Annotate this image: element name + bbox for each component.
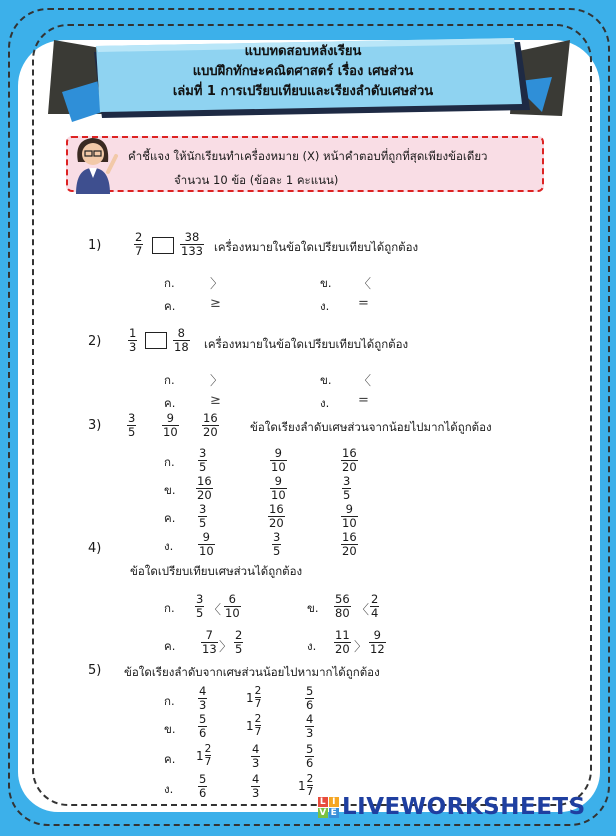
q4-option-d-label[interactable]: ง. (307, 639, 317, 653)
q5-option-c-label[interactable]: ค. (164, 752, 176, 766)
q4-number: 4) (88, 541, 102, 556)
q3-option-d-label[interactable]: ง. (164, 539, 174, 553)
q1-option-a-label[interactable]: ก. (164, 276, 175, 290)
q3-option-c-fraction-3: $\frac{9}{10}$ (342, 502, 357, 530)
q2-option-d-label[interactable]: ง. (320, 396, 330, 410)
q5-question-text: ข้อใดเรียงลำดับจากเศษส่วนน้อยไปหามากได้ถูกต้อง (124, 665, 380, 679)
q4-option-d-fraction-2: $\frac{9}{12}$ (370, 628, 385, 656)
q3-option-a-fraction-2: $\frac{9}{10}$ (271, 446, 286, 474)
q4-option-b-label[interactable]: ข. (307, 601, 319, 615)
q1-option-c-symbol: ≥ (210, 296, 221, 311)
liveworksheets-logo-tiles: L I V E (319, 796, 338, 818)
q3-option-d-fraction-3: $\frac{16}{20}$ (342, 530, 357, 558)
liveworksheets-logo[interactable] (318, 794, 586, 820)
q5-option-a-label[interactable]: ก. (164, 694, 175, 708)
q5-option-d-label[interactable]: ง. (164, 782, 174, 796)
q1-answer-box[interactable] (152, 237, 174, 254)
q2-option-a-symbol: 〉 (210, 374, 224, 389)
q1-fraction-1: $\frac{2}{7}$ (135, 230, 143, 258)
header-line-1: แบบทดสอบหลังเรียน (244, 44, 362, 59)
teacher-illustration (68, 132, 122, 194)
q4-option-d-symbol: 〉 (354, 640, 368, 655)
q5-number: 5) (88, 663, 102, 678)
q4-option-b-fraction-1: $\frac{56}{80}$ (335, 592, 350, 620)
q1-option-b-symbol: 〈 (358, 277, 372, 292)
instruction-line-2: จำนวน 10 ข้อ (ข้อละ 1 คะแนน) (174, 173, 339, 187)
q3-option-c-fraction-1: $\frac{3}{5}$ (199, 502, 207, 530)
q1-option-d-label[interactable]: ง. (320, 299, 330, 313)
q5-option-b-label[interactable]: ข. (164, 722, 176, 736)
q3-option-d-fraction-1: $\frac{9}{10}$ (199, 530, 214, 558)
q4-option-a-fraction-1: $\frac{3}{5}$ (196, 592, 204, 620)
q2-option-b-label[interactable]: ข. (320, 373, 332, 387)
instruction-box (66, 136, 544, 192)
q3-option-a-fraction-1: $\frac{3}{5}$ (199, 446, 207, 474)
q2-question-text: เครื่องหมายในข้อใดเปรียบเทียบได้ถูกต้อง (204, 337, 409, 351)
q3-fraction-1: $\frac{3}{5}$ (128, 411, 136, 439)
q2-option-c-symbol: ≥ (210, 393, 221, 408)
q3-option-c-fraction-2: $\frac{16}{20}$ (269, 502, 284, 530)
q3-option-b-label[interactable]: ข. (164, 483, 176, 497)
q4-option-d-fraction-1: $\frac{11}{20}$ (335, 628, 350, 656)
q3-option-a-fraction-3: $\frac{16}{20}$ (342, 446, 357, 474)
q5-option-a-fraction-1: $\frac{4}{3}$ (199, 684, 207, 712)
q4-option-a-label[interactable]: ก. (164, 601, 175, 615)
q4-option-c-fraction-2: $\frac{2}{5}$ (235, 628, 243, 656)
q3-option-c-label[interactable]: ค. (164, 511, 176, 525)
q3-question-text: ข้อใดเรียงลำดับเศษส่วนจากน้อยไปมากได้ถูกต้อง (250, 420, 492, 434)
q2-fraction-1: $\frac{1}{3}$ (129, 326, 137, 354)
q5-option-b-fraction-1: $\frac{5}{6}$ (199, 712, 207, 740)
q1-option-b-label[interactable]: ข. (320, 276, 332, 290)
q3-option-a-label[interactable]: ก. (164, 455, 175, 469)
q5-option-d-fraction-1: $\frac{5}{6}$ (199, 772, 207, 800)
q2-option-b-symbol: 〈 (358, 374, 372, 389)
q4-option-c-symbol: 〉 (219, 640, 233, 655)
q2-number: 2) (88, 334, 102, 349)
q3-fraction-2: $\frac{9}{10}$ (163, 411, 178, 439)
q3-option-b-fraction-1: $\frac{16}{20}$ (197, 474, 212, 502)
q4-option-b-symbol: 〈 (356, 603, 370, 618)
instruction-line-1: คำชี้แจง ให้นักเรียนทำเครื่องหมาย (X) หน้าคำตอบที่ถูกที่สุดเพียงข้อเดียว (128, 149, 488, 163)
liveworksheets-logo-text: LIVEWORKSHEETS (342, 794, 586, 820)
q4-option-c-label[interactable]: ค. (164, 639, 176, 653)
q4-option-b-fraction-2: $\frac{2}{4}$ (371, 592, 379, 620)
q1-question-text: เครื่องหมายในข้อใดเปรียบเทียบได้ถูกต้อง (214, 240, 419, 254)
q5-option-c-fraction-3: $\frac{5}{6}$ (306, 742, 314, 770)
q3-option-b-fraction-2: $\frac{9}{10}$ (271, 474, 286, 502)
q1-fraction-2: $\frac{38}{133}$ (181, 230, 203, 258)
header-line-3: เล่มที่ 1 การเปรียบเทียบและเรียงลำดับเศษส่วน (172, 84, 434, 99)
header-title (98, 42, 508, 102)
q2-answer-box[interactable] (145, 332, 167, 349)
q5-option-c-mixed: 1 2 7 (196, 743, 212, 768)
q2-fraction-2: $\frac{8}{18}$ (174, 326, 189, 354)
q3-number: 3) (88, 418, 102, 433)
q1-option-d-symbol: = (358, 296, 369, 311)
q5-option-b-fraction-3: $\frac{4}{3}$ (306, 712, 314, 740)
q2-option-d-symbol: = (358, 393, 369, 408)
q1-number: 1) (88, 238, 102, 253)
q4-option-a-symbol: 〈 (208, 603, 222, 618)
q5-option-a-mixed: 1 2 7 (246, 685, 262, 710)
q3-option-d-fraction-2: $\frac{3}{5}$ (273, 530, 281, 558)
q2-option-a-label[interactable]: ก. (164, 373, 175, 387)
q2-option-c-label[interactable]: ค. (164, 396, 176, 410)
q5-option-d-mixed: 1 2 7 (298, 773, 314, 798)
q3-option-b-fraction-3: $\frac{3}{5}$ (343, 474, 351, 502)
q1-option-c-label[interactable]: ค. (164, 299, 176, 313)
header-line-2: แบบฝึกทักษะคณิตศาสตร์ เรื่อง เศษส่วน (192, 64, 414, 79)
q4-option-a-fraction-2: $\frac{6}{10}$ (225, 592, 240, 620)
q5-option-c-fraction-2: $\frac{4}{3}$ (252, 742, 260, 770)
q5-option-a-fraction-3: $\frac{5}{6}$ (306, 684, 314, 712)
q5-option-b-mixed: 1 2 7 (246, 713, 262, 738)
q5-option-d-fraction-2: $\frac{4}{3}$ (252, 772, 260, 800)
q4-option-c-fraction-1: $\frac{7}{13}$ (202, 628, 217, 656)
q4-question-text: ข้อใดเปรียบเทียบเศษส่วนได้ถูกต้อง (130, 564, 303, 578)
q3-fraction-3: $\frac{16}{20}$ (203, 411, 218, 439)
q1-option-a-symbol: 〉 (210, 277, 224, 292)
